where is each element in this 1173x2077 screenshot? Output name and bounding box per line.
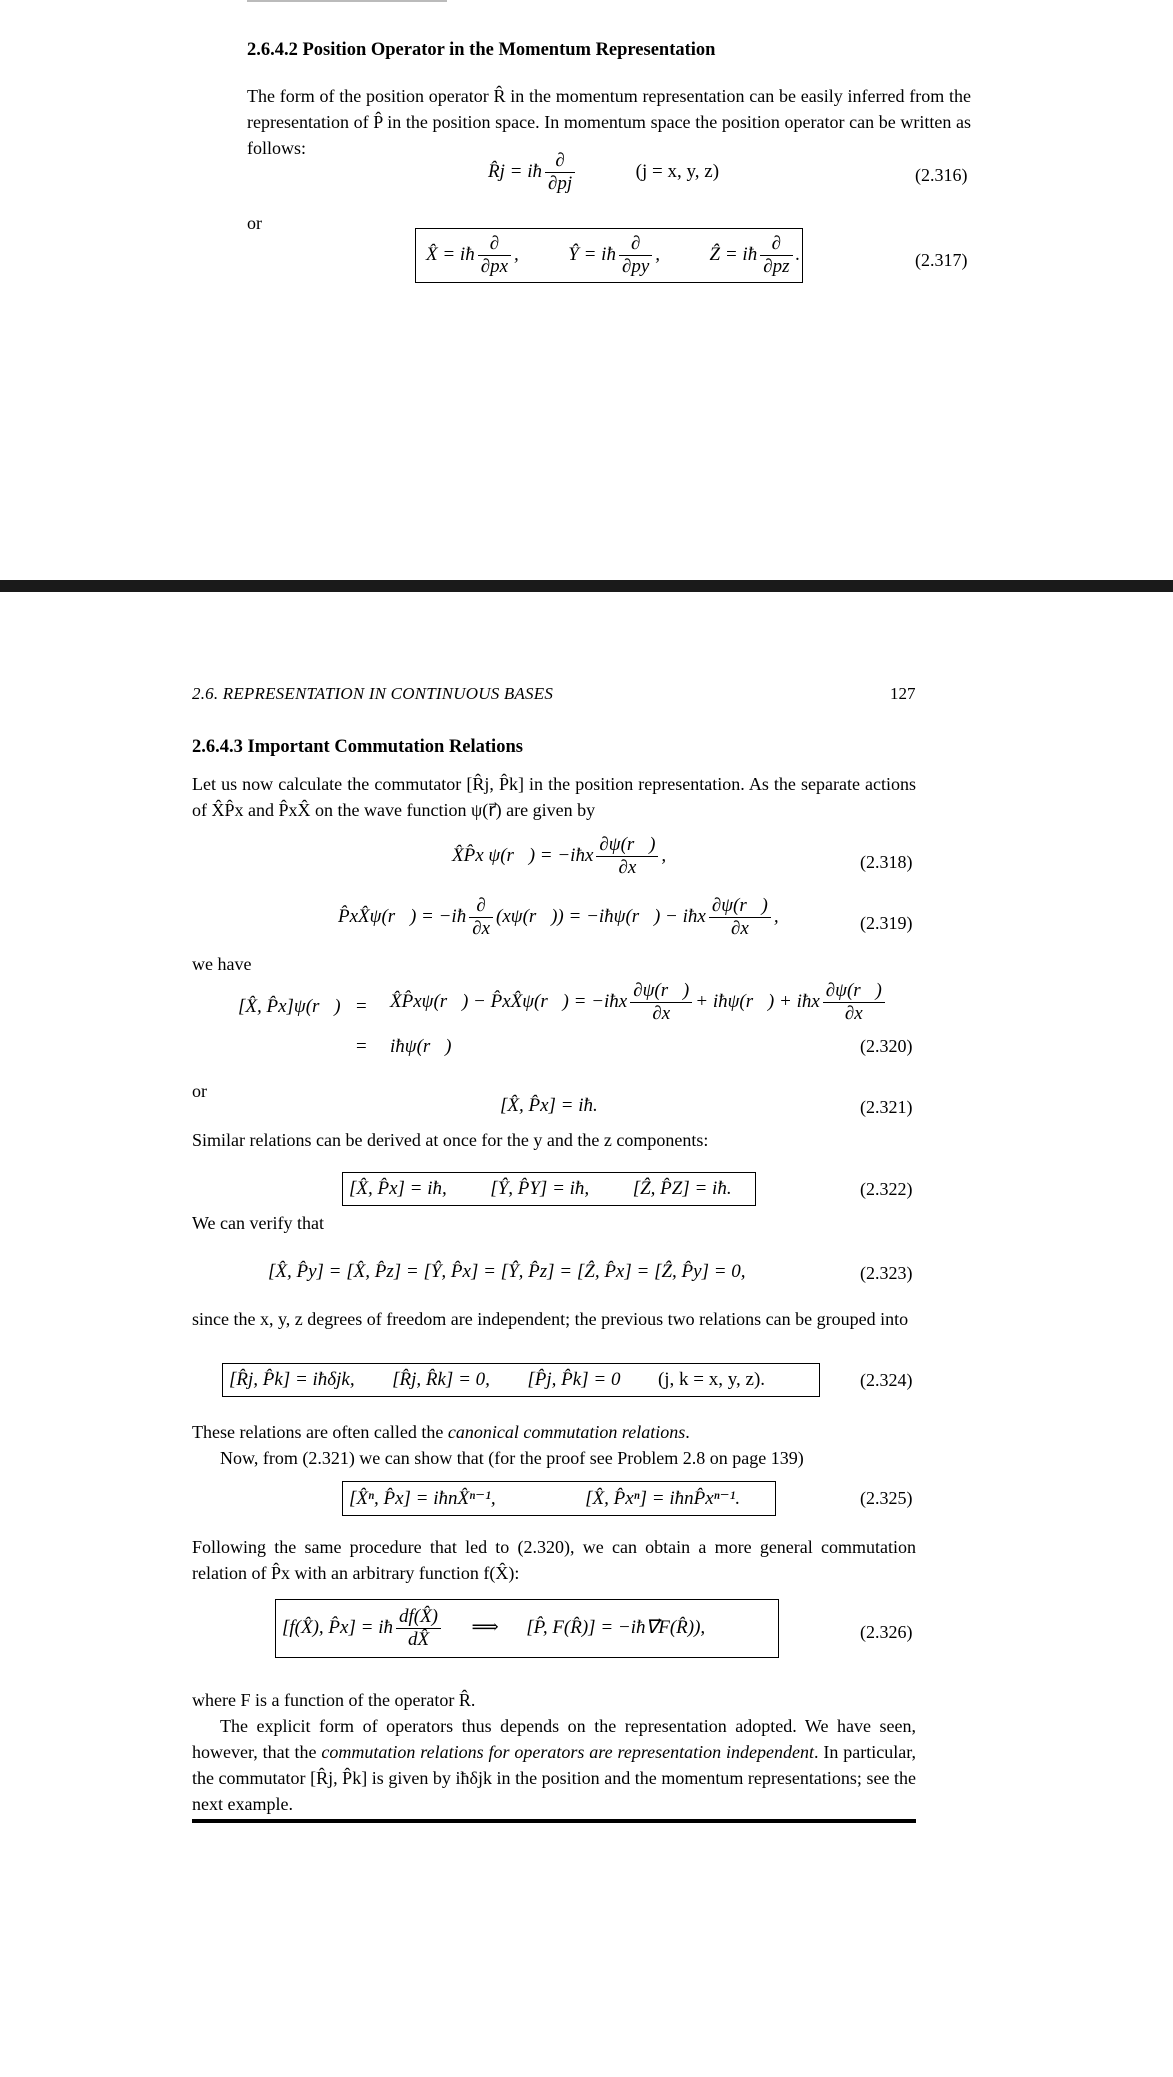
eq-2320-frac1 [630, 980, 692, 1025]
eq-number-2325: (2.325) [860, 1488, 913, 1508]
eq-2318-frac [596, 834, 658, 879]
eq-2326-frac [396, 1606, 441, 1651]
eq-2318-num: ∂ψ(r⃗) [596, 834, 658, 857]
function-of-operator-line: where F is a function of the operator R̂. [192, 1690, 476, 1710]
canonical-pre: These relations are often called the [192, 1422, 448, 1442]
eq-2318-lhs: X̂P̂x ψ(r⃗) = −iħx [452, 844, 594, 866]
eq-2322-b: [Ŷ, P̂Y] = iħ, [490, 1178, 590, 1199]
equation-2320-lhs: [X̂, P̂x]ψ(r⃗) [238, 996, 341, 1017]
yz-components-paragraph: Similar relations can be derived at once for the y and the z components: [192, 1130, 709, 1150]
eq-2317-x-frac [478, 233, 511, 278]
eq-2326-den: dX̂ [407, 1629, 430, 1650]
eq-2316-den: ∂pj [548, 173, 573, 194]
eq-2317-den-y: ∂py [621, 256, 650, 277]
eq-2324-a: [R̂j, P̂k] = iħδjk, [229, 1369, 355, 1390]
running-header: 2.6. REPRESENTATION IN CONTINUOUS BASES [192, 684, 554, 703]
equation-2320-line2: iħψ(r⃗) [390, 1036, 452, 1057]
equation-2321: [X̂, P̂x] = iħ. [500, 1095, 598, 1116]
eq-2326-rhs: [P̂, F(R̂)] = −iħ∇⃗F(R̂)), [526, 1616, 706, 1638]
equation-2320-eqsign-2: = [356, 1036, 367, 1057]
eq-2316-condition: (j = x, y, z) [635, 160, 720, 182]
verify-text: We can verify that [192, 1213, 324, 1233]
eq-number-2320: (2.320) [860, 1036, 913, 1056]
independence-post: . In particular, the commutator [R̂j, P̂k] is given by iħδjk in the position and the momentum representations; see the next example. [192, 1742, 917, 1814]
eq-2319-lhs: P̂xX̂ψ(r⃗) = −iħ [338, 905, 467, 927]
eq-2325-a: [X̂ⁿ, P̂x] = iħnX̂ⁿ⁻¹, [349, 1488, 496, 1509]
eq-2322-c: [Ẑ, P̂Z] = iħ. [632, 1178, 732, 1199]
eq-2320-line1-text: X̂P̂xψ(r⃗) − P̂xX̂ψ(r⃗) = −iħx [390, 990, 628, 1012]
eq-2317-den-x: ∂px [480, 256, 509, 277]
independence-pre: The explicit form of operators thus depends on the representation adopted. We have seen, however, that the [192, 1716, 916, 1762]
bottom-rule [192, 1819, 916, 1823]
eq-2319-mid: (xψ(r⃗)) = −iħψ(r⃗) − iħx [496, 905, 706, 927]
degrees-of-freedom-paragraph: since the x, y, z degrees of freedom are independent; the previous two relations can be grouped into [192, 1309, 909, 1329]
or-text-bottom: or [192, 1081, 207, 1101]
eq-2317-x: X̂ = iħ [426, 243, 475, 265]
equation-2316 [488, 150, 719, 195]
eq-number-2317: (2.317) [915, 250, 968, 270]
position-operator-paragraph: The form of the position operator R̂ in the momentum representation can be easily inferred from the representation of P̂ in the position space. In momentum space the position operator can be written as follows: [247, 86, 971, 158]
eq-2316-lhs: R̂j = iħ [488, 160, 542, 182]
problem-reference-line: Now, from (2.321) we can show that (for the proof see Problem 2.8 on page 139) [220, 1448, 804, 1468]
eq-2316-fraction [545, 150, 575, 195]
independence-emphasis: commutation relations for operators are representation independent [321, 1742, 815, 1762]
bottom-page [0, 592, 1173, 2077]
eq-2320-num2: ∂ψ(r⃗) [823, 980, 885, 1003]
canonical-relations-line [192, 1419, 916, 1445]
eq-2317-y: Ŷ = iħ [568, 243, 616, 265]
equation-2322-box [342, 1172, 756, 1206]
equation-2324-box [222, 1363, 820, 1397]
canonical-emphasis: canonical commutation relations [447, 1422, 686, 1442]
eq-2317-z-frac [760, 233, 792, 278]
representation-independence-paragraph [192, 1713, 916, 1817]
equation-2326-box [275, 1599, 779, 1658]
eq-2324-c: [P̂j, P̂k] = 0 [527, 1369, 621, 1390]
eq-number-2323: (2.323) [860, 1263, 913, 1283]
eq-number-2324: (2.324) [860, 1370, 913, 1390]
eq-2324-b: [R̂j, R̂k] = 0, [392, 1369, 490, 1390]
eq-2320-den1: ∂x [652, 1003, 671, 1024]
canonical-post: . [685, 1422, 690, 1442]
eq-number-2322: (2.322) [860, 1179, 913, 1199]
eq-2319-den2: ∂x [730, 918, 749, 939]
eq-number-2318: (2.318) [860, 852, 913, 872]
eq-number-2319: (2.319) [860, 913, 913, 933]
eq-2322-a: [X̂, P̂x] = iħ, [349, 1178, 447, 1199]
eq-2318-tail: , [661, 844, 667, 866]
section-title-2642: 2.6.4.2 Position Operator in the Momentum Representation [247, 40, 716, 60]
eq-number-2326: (2.326) [860, 1622, 913, 1642]
eq-2317-num-y: ∂ [619, 233, 652, 256]
cut-fragment [247, 0, 447, 2]
eq-2320-frac2 [823, 980, 885, 1025]
equation-2318 [452, 834, 666, 879]
section-title-2643: 2.6.4.3 Important Commutation Relations [192, 737, 523, 757]
eq-2326-lhs: [f(X̂), P̂x] = iħ [282, 1616, 393, 1638]
eq-2320-den2: ∂x [844, 1003, 863, 1024]
eq-number-2316: (2.316) [915, 165, 968, 185]
eq-2325-b: [X̂, P̂xⁿ] = iħnP̂xⁿ⁻¹. [585, 1488, 741, 1509]
we-have-text: we have [192, 954, 252, 974]
eq-number-2321: (2.321) [860, 1097, 913, 1117]
eq-2326-num: df(X̂) [396, 1606, 441, 1629]
general-commutation-paragraph: Following the same procedure that led to (2.320), we can obtain a more general commutation relation of P̂x with an arbitrary function f(X̂): [192, 1537, 916, 1583]
page-divider [0, 580, 1173, 592]
eq-2317-num-z: ∂ [760, 233, 792, 256]
commutator-intro-paragraph: Let us now calculate the commutator [R̂j, P̂k] in the position representation. As the separate actions of X̂P̂x and P̂xX̂ on the wave function ψ(r⃗) are given by [192, 774, 916, 820]
eq-2326-arrow: ⟹ [471, 1616, 499, 1638]
eq-2319-tail: , [773, 905, 779, 927]
eq-2316-num: ∂ [545, 150, 575, 173]
equation-2320-eqsign-1: = [356, 996, 367, 1017]
equation-2319 [338, 895, 779, 940]
eq-2320-line1-mid: + iħψ(r⃗) + iħx [695, 990, 820, 1012]
eq-2319-num1: ∂ [469, 895, 493, 918]
eq-2317-den-z: ∂pz [763, 256, 790, 277]
eq-2317-num-x: ∂ [478, 233, 511, 256]
page-number: 127 [890, 684, 916, 703]
eq-2324-d: (j, k = x, y, z). [657, 1369, 766, 1390]
eq-2319-den1: ∂x [472, 918, 491, 939]
top-page [0, 0, 1173, 580]
eq-2317-z: Ẑ = iħ [709, 243, 758, 265]
eq-2319-frac2 [709, 895, 771, 940]
eq-2319-frac1 [469, 895, 493, 940]
eq-2320-num1: ∂ψ(r⃗) [630, 980, 692, 1003]
equation-2323: [X̂, P̂y] = [X̂, P̂z] = [Ŷ, P̂x] = [Ŷ, P̂z] = [Ẑ, P̂x] = [Ẑ, P̂y] = 0, [268, 1261, 746, 1282]
or-text-top: or [247, 213, 262, 233]
eq-2317-y-frac [619, 233, 652, 278]
equation-2317-box: X̂ = iħ $\frac{\partial}{\partial px}$ , Ŷ = iħ $\frac{\partial}{\partial py}$ , Ẑ = iħ $\frac{\partial}{\partial pz}$ . [415, 228, 803, 283]
eq-2319-num2: ∂ψ(r⃗) [709, 895, 771, 918]
equation-2320-line1 [390, 980, 888, 1025]
equation-2325-box [342, 1481, 776, 1516]
eq-2318-den: ∂x [618, 857, 637, 878]
